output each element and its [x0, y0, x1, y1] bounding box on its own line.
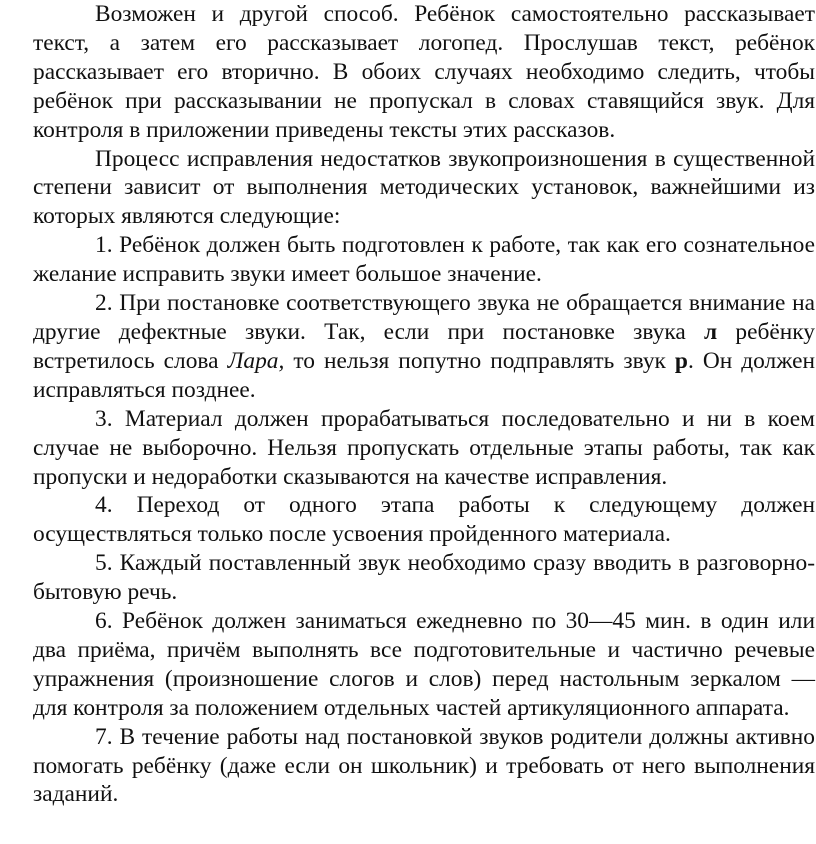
word-lara-italic: Лара, [227, 347, 285, 374]
paragraph-rule-7: 7. В течение работы над постановкой звуков родители должны активно помогать ребёнку (даже если он школьник) и требовать от него выполнения заданий. [33, 723, 815, 808]
rule-2-text-e: то нельзя попутно подправлять звук [284, 347, 675, 374]
paragraph-rule-3: 3. Материал должен прорабатываться последовательно и ни в коем случае не выборочно. Нельзя пропускать отдельные этапы работы, так как пропуски и недоработки сказываются на качестве исправления. [33, 405, 815, 490]
paragraph-2: Процесс исправления недостатков звукопроизношения в существенной степени зависит от выполнения методических установок, важнейшими из которых являются следующие: [33, 145, 815, 230]
paragraph-rule-1: 1. Ребёнок должен быть подготовлен к работе, так как его сознательное желание исправить звуки имеет большое значение. [33, 232, 815, 288]
paragraph-1: Возможен и другой способ. Ребёнок самостоятельно рассказывает текст, а затем его рассказывает логопед. Прослушав текст, ребёнок рассказывает его вторично. В обоих случаях необходимо следить, чтобы ребёнок при рассказывании не пропускал в словах ставящийся звук. Для контроля в приложении приведены тексты этих рассказов. [33, 1, 815, 143]
rule-2-text-c: ребёнку встретилось слова [33, 318, 815, 374]
paragraph-rule-4: 4. Переход от одного этапа работы к следующему должен осуществляться только после усвоения пройденного материала. [33, 492, 815, 548]
paragraph-rule-6: 6. Ребёнок должен заниматься ежедневно по 30—45 мин. в один или два приёма, причём выполнять все подготовительные и частично речевые упражнения (произношение слогов и слов) перед настольным зеркалом — для контроля за положением отдельных частей артикуляционного аппарата. [33, 608, 815, 721]
rule-2-text-g: . Он должен исправляться позднее. [33, 347, 815, 403]
document-page [33, 0, 815, 809]
sound-r-bold: р [674, 347, 688, 374]
sound-l-bold: л [704, 318, 718, 345]
rule-2-text-a: 2. При постановке соответствующего звука не обращается внимание на другие дефектные звуки. Так, если при постановке звука [33, 290, 815, 345]
paragraph-rule-5: 5. Каждый поставленный звук необходимо сразу вводить в разговорно-бытовую речь. [33, 550, 815, 606]
paragraph-rule-2 [33, 289, 815, 405]
